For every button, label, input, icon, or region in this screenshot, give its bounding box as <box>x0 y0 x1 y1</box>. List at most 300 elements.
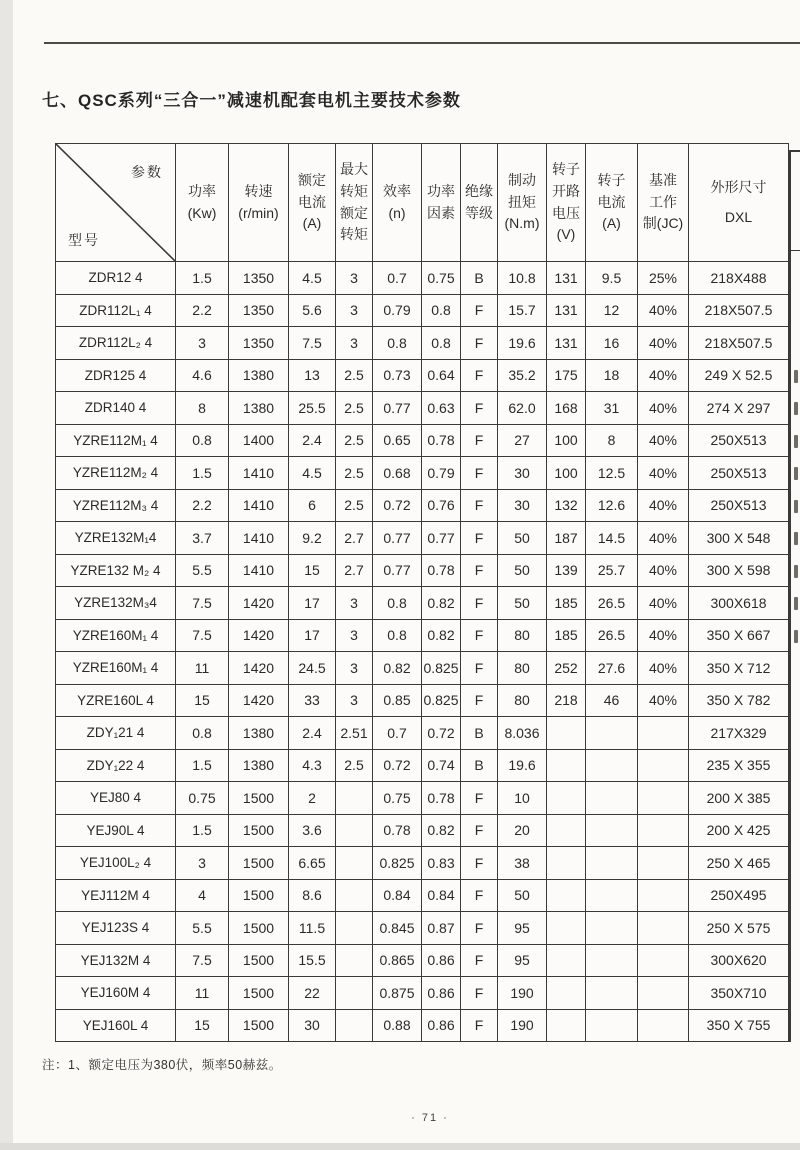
column-header-efficiency: 效率 (n) <box>373 144 422 262</box>
value-cell <box>638 912 689 945</box>
value-cell: 235 X 355 <box>689 749 789 782</box>
value-cell: 4.5 <box>289 457 336 490</box>
value-cell: 2.4 <box>289 717 336 750</box>
value-cell: 300X620 <box>689 944 789 977</box>
value-cell: 0.75 <box>176 782 229 815</box>
value-cell: 0.82 <box>373 652 422 685</box>
parameters-table <box>55 143 789 1042</box>
value-cell <box>586 944 638 977</box>
value-cell: 1420 <box>229 652 289 685</box>
value-cell <box>336 912 373 945</box>
value-cell: 0.76 <box>422 489 461 522</box>
value-cell: 0.68 <box>373 457 422 490</box>
value-cell: 50 <box>498 554 547 587</box>
column-header-rotor-voltage: 转子 开路 电压 (V) <box>547 144 586 262</box>
value-cell <box>586 879 638 912</box>
scan-fragment <box>794 370 798 383</box>
value-cell: 4 <box>176 879 229 912</box>
value-cell: 35.2 <box>498 359 547 392</box>
value-cell: 10.8 <box>498 262 547 295</box>
value-cell <box>547 879 586 912</box>
value-cell: 12 <box>586 294 638 327</box>
value-cell: 12.6 <box>586 489 638 522</box>
value-cell <box>547 847 586 880</box>
value-cell: 1.5 <box>176 457 229 490</box>
value-cell: 0.63 <box>422 392 461 425</box>
value-cell: 1500 <box>229 782 289 815</box>
column-header-power: 功率 (Kw) <box>176 144 229 262</box>
column-header-torque-ratio: 最大 转矩 额定 转矩 <box>336 144 373 262</box>
value-cell: 15 <box>176 1009 229 1042</box>
value-cell: F <box>461 977 498 1010</box>
value-cell: 249 X 52.5 <box>689 359 789 392</box>
value-cell: 218X507.5 <box>689 294 789 327</box>
value-cell: 80 <box>498 684 547 717</box>
value-cell: 30 <box>289 1009 336 1042</box>
adjacent-table-divider <box>789 250 800 251</box>
model-cell: YEJ112M 4 <box>56 879 176 912</box>
value-cell <box>336 944 373 977</box>
value-cell: 1500 <box>229 814 289 847</box>
value-cell: 4.6 <box>176 359 229 392</box>
value-cell: 2.5 <box>336 392 373 425</box>
value-cell <box>638 717 689 750</box>
scan-fragment <box>794 402 798 415</box>
value-cell: 1.5 <box>176 749 229 782</box>
model-cell: YEJ160M 4 <box>56 977 176 1010</box>
value-cell: 2.7 <box>336 554 373 587</box>
value-cell: 0.65 <box>373 424 422 457</box>
value-cell: 1400 <box>229 424 289 457</box>
value-cell: 3 <box>336 262 373 295</box>
value-cell: 0.78 <box>422 554 461 587</box>
value-cell: 0.82 <box>422 814 461 847</box>
value-cell: 2.2 <box>176 489 229 522</box>
value-cell: 2.5 <box>336 749 373 782</box>
value-cell: 25.5 <box>289 392 336 425</box>
value-cell: 1410 <box>229 522 289 555</box>
value-cell: 0.8 <box>176 424 229 457</box>
value-cell: 1.5 <box>176 814 229 847</box>
value-cell <box>547 717 586 750</box>
value-cell: 0.72 <box>373 489 422 522</box>
value-cell: 0.82 <box>422 619 461 652</box>
value-cell: 1500 <box>229 977 289 1010</box>
value-cell: F <box>461 814 498 847</box>
value-cell <box>586 749 638 782</box>
scan-bottom-edge <box>0 1143 800 1150</box>
model-cell: YEJ80 4 <box>56 782 176 815</box>
value-cell: 0.64 <box>422 359 461 392</box>
value-cell: 2.2 <box>176 294 229 327</box>
page-number: · 71 · <box>411 1112 449 1124</box>
value-cell: 7.5 <box>289 327 336 360</box>
table-row <box>56 359 789 392</box>
value-cell: 0.79 <box>422 457 461 490</box>
value-cell: F <box>461 424 498 457</box>
table-row <box>56 294 789 327</box>
value-cell: 1380 <box>229 717 289 750</box>
model-cell: ZDY₁22 4 <box>56 749 176 782</box>
value-cell: 27.6 <box>586 652 638 685</box>
value-cell: 22 <box>289 977 336 1010</box>
value-cell: 46 <box>586 684 638 717</box>
value-cell: 1500 <box>229 847 289 880</box>
value-cell: 17 <box>289 619 336 652</box>
scan-fragment <box>794 630 798 643</box>
table-row <box>56 587 789 620</box>
table-row <box>56 424 789 457</box>
value-cell: 2.51 <box>336 717 373 750</box>
value-cell: 20 <box>498 814 547 847</box>
model-cell: YZRE112M₂ 4 <box>56 457 176 490</box>
scan-fragment <box>794 597 798 610</box>
value-cell <box>638 847 689 880</box>
value-cell: 250 X 465 <box>689 847 789 880</box>
table-body <box>56 262 789 1042</box>
value-cell: 8.036 <box>498 717 547 750</box>
value-cell <box>336 782 373 815</box>
value-cell: 350 X 755 <box>689 1009 789 1042</box>
value-cell <box>638 944 689 977</box>
table-row <box>56 847 789 880</box>
value-cell: 252 <box>547 652 586 685</box>
value-cell: 1380 <box>229 749 289 782</box>
value-cell: F <box>461 522 498 555</box>
value-cell: 131 <box>547 294 586 327</box>
value-cell: 80 <box>498 619 547 652</box>
value-cell: F <box>461 587 498 620</box>
value-cell: F <box>461 489 498 522</box>
table-row <box>56 944 789 977</box>
value-cell: F <box>461 684 498 717</box>
value-cell <box>336 977 373 1010</box>
value-cell <box>336 1009 373 1042</box>
value-cell: 11 <box>176 652 229 685</box>
value-cell: 8.6 <box>289 879 336 912</box>
value-cell: 1420 <box>229 587 289 620</box>
column-header-dimensions: 外形尺寸 DXL <box>689 144 789 262</box>
value-cell: 40% <box>638 619 689 652</box>
value-cell: 3 <box>336 327 373 360</box>
header-row <box>56 144 789 262</box>
corner-label-model: 型号 <box>68 232 100 249</box>
value-cell: F <box>461 359 498 392</box>
value-cell <box>586 717 638 750</box>
value-cell: 30 <box>498 457 547 490</box>
scan-fragment <box>794 565 798 578</box>
model-cell: ZDR112L₂ 4 <box>56 327 176 360</box>
value-cell: 100 <box>547 457 586 490</box>
value-cell: 40% <box>638 684 689 717</box>
value-cell: 1350 <box>229 327 289 360</box>
value-cell: 2.4 <box>289 424 336 457</box>
value-cell: 0.75 <box>373 782 422 815</box>
model-cell: YZRE132M₃4 <box>56 587 176 620</box>
footnote: 注：1、额定电压为380伏，频率50赫兹。 <box>42 1058 282 1072</box>
value-cell: 40% <box>638 424 689 457</box>
value-cell: 100 <box>547 424 586 457</box>
value-cell: 200 X 425 <box>689 814 789 847</box>
value-cell: 1420 <box>229 619 289 652</box>
value-cell: 19.6 <box>498 749 547 782</box>
model-cell: YZRE132 M₂ 4 <box>56 554 176 587</box>
value-cell: 5.5 <box>176 912 229 945</box>
value-cell: 0.8 <box>373 327 422 360</box>
value-cell: 25% <box>638 262 689 295</box>
value-cell: 250X513 <box>689 489 789 522</box>
corner-label-parameter: 参数 <box>131 164 163 180</box>
value-cell <box>336 879 373 912</box>
column-header-rotor-current: 转子 电流 (A) <box>586 144 638 262</box>
value-cell: 11.5 <box>289 912 336 945</box>
table-row <box>56 782 789 815</box>
scan-fragment <box>794 532 798 545</box>
value-cell <box>586 814 638 847</box>
value-cell: 40% <box>638 587 689 620</box>
value-cell: F <box>461 1009 498 1042</box>
value-cell: F <box>461 652 498 685</box>
value-cell: 185 <box>547 587 586 620</box>
value-cell: 218 <box>547 684 586 717</box>
value-cell: 0.86 <box>422 944 461 977</box>
value-cell: 24.5 <box>289 652 336 685</box>
value-cell: 38 <box>498 847 547 880</box>
value-cell: 0.83 <box>422 847 461 880</box>
value-cell <box>586 912 638 945</box>
value-cell: 15 <box>289 554 336 587</box>
value-cell: 0.8 <box>373 587 422 620</box>
value-cell: F <box>461 619 498 652</box>
value-cell: 40% <box>638 489 689 522</box>
value-cell: 30 <box>498 489 547 522</box>
value-cell: 0.82 <box>422 587 461 620</box>
value-cell: F <box>461 327 498 360</box>
value-cell: 15.5 <box>289 944 336 977</box>
value-cell: 300 X 548 <box>689 522 789 555</box>
value-cell: 0.77 <box>373 522 422 555</box>
value-cell <box>547 912 586 945</box>
value-cell: 350 X 712 <box>689 652 789 685</box>
value-cell: 131 <box>547 327 586 360</box>
model-cell: YZRE160L 4 <box>56 684 176 717</box>
value-cell: 0.78 <box>422 782 461 815</box>
value-cell: 350 X 782 <box>689 684 789 717</box>
column-header-duty-cycle: 基准 工作 制(JC) <box>638 144 689 262</box>
value-cell: 33 <box>289 684 336 717</box>
value-cell: 40% <box>638 327 689 360</box>
value-cell <box>638 782 689 815</box>
value-cell <box>638 1009 689 1042</box>
value-cell: F <box>461 879 498 912</box>
value-cell: 15.7 <box>498 294 547 327</box>
value-cell: F <box>461 912 498 945</box>
value-cell: 187 <box>547 522 586 555</box>
table-row <box>56 912 789 945</box>
value-cell: 4.3 <box>289 749 336 782</box>
value-cell: 0.84 <box>422 879 461 912</box>
value-cell <box>638 879 689 912</box>
scan-fragment <box>794 435 798 448</box>
model-cell: YEJ100L₂ 4 <box>56 847 176 880</box>
value-cell: 3 <box>336 684 373 717</box>
value-cell: B <box>461 262 498 295</box>
value-cell: 139 <box>547 554 586 587</box>
value-cell <box>586 977 638 1010</box>
value-cell: 50 <box>498 879 547 912</box>
value-cell <box>336 814 373 847</box>
model-cell: ZDR12 4 <box>56 262 176 295</box>
value-cell: 2.5 <box>336 457 373 490</box>
value-cell: 3 <box>336 652 373 685</box>
value-cell: 175 <box>547 359 586 392</box>
value-cell: 40% <box>638 359 689 392</box>
value-cell: 3 <box>336 294 373 327</box>
column-header-rated-current: 额定 电流 (A) <box>289 144 336 262</box>
value-cell: 0.7 <box>373 717 422 750</box>
value-cell <box>547 944 586 977</box>
model-cell: YEJ132M 4 <box>56 944 176 977</box>
value-cell: 2.5 <box>336 424 373 457</box>
value-cell: 19.6 <box>498 327 547 360</box>
value-cell: 0.86 <box>422 1009 461 1042</box>
value-cell: 2.7 <box>336 522 373 555</box>
value-cell: 40% <box>638 294 689 327</box>
value-cell: 300X618 <box>689 587 789 620</box>
value-cell: 25.7 <box>586 554 638 587</box>
value-cell: 50 <box>498 587 547 620</box>
value-cell: 8 <box>586 424 638 457</box>
value-cell: F <box>461 392 498 425</box>
value-cell: F <box>461 944 498 977</box>
value-cell: 18 <box>586 359 638 392</box>
value-cell: 190 <box>498 977 547 1010</box>
value-cell <box>586 1009 638 1042</box>
value-cell: 40% <box>638 392 689 425</box>
value-cell: 1380 <box>229 392 289 425</box>
table-row <box>56 392 789 425</box>
value-cell: 0.72 <box>373 749 422 782</box>
value-cell: 16 <box>586 327 638 360</box>
value-cell: 1.5 <box>176 262 229 295</box>
table-row <box>56 684 789 717</box>
value-cell: 1350 <box>229 262 289 295</box>
column-header-power-factor: 功率 因素 <box>422 144 461 262</box>
value-cell: 4.5 <box>289 262 336 295</box>
value-cell: 7.5 <box>176 619 229 652</box>
value-cell: 0.75 <box>422 262 461 295</box>
value-cell: 13 <box>289 359 336 392</box>
value-cell: 3.6 <box>289 814 336 847</box>
value-cell: 3 <box>176 327 229 360</box>
value-cell: 1410 <box>229 457 289 490</box>
value-cell <box>547 782 586 815</box>
value-cell: 9.5 <box>586 262 638 295</box>
column-header-insulation: 绝缘 等级 <box>461 144 498 262</box>
model-cell: YZRE112M₃ 4 <box>56 489 176 522</box>
value-cell: 11 <box>176 977 229 1010</box>
value-cell: 5.5 <box>176 554 229 587</box>
model-cell: YZRE132M₁4 <box>56 522 176 555</box>
value-cell <box>586 847 638 880</box>
value-cell: 0.7 <box>373 262 422 295</box>
scan-fragment <box>794 500 798 513</box>
value-cell: 2 <box>289 782 336 815</box>
value-cell: 40% <box>638 554 689 587</box>
model-cell: ZDR125 4 <box>56 359 176 392</box>
table-row <box>56 1009 789 1042</box>
value-cell <box>586 782 638 815</box>
value-cell: F <box>461 782 498 815</box>
table-row <box>56 262 789 295</box>
value-cell: 0.8 <box>373 619 422 652</box>
value-cell: 0.86 <box>422 977 461 1010</box>
value-cell: 3 <box>336 587 373 620</box>
value-cell: 6 <box>289 489 336 522</box>
value-cell <box>638 814 689 847</box>
table-row <box>56 457 789 490</box>
value-cell: 0.79 <box>373 294 422 327</box>
value-cell: 250X495 <box>689 879 789 912</box>
adjacent-table-edge <box>789 150 791 1042</box>
value-cell: 3 <box>336 619 373 652</box>
model-cell: ZDR140 4 <box>56 392 176 425</box>
value-cell: 5.6 <box>289 294 336 327</box>
value-cell: 40% <box>638 457 689 490</box>
model-cell: YEJ123S 4 <box>56 912 176 945</box>
model-cell: ZDR112L₁ 4 <box>56 294 176 327</box>
value-cell: 0.875 <box>373 977 422 1010</box>
value-cell: 62.0 <box>498 392 547 425</box>
value-cell: 0.87 <box>422 912 461 945</box>
value-cell <box>547 1009 586 1042</box>
adjacent-table-top-border <box>789 150 800 152</box>
table-row <box>56 489 789 522</box>
value-cell: 0.74 <box>422 749 461 782</box>
value-cell: 0.88 <box>373 1009 422 1042</box>
value-cell: 0.72 <box>422 717 461 750</box>
scan-fragment <box>794 467 798 480</box>
value-cell: 185 <box>547 619 586 652</box>
model-cell: ZDY₁21 4 <box>56 717 176 750</box>
value-cell <box>336 847 373 880</box>
value-cell: 80 <box>498 652 547 685</box>
value-cell: 0.845 <box>373 912 422 945</box>
value-cell: 0.77 <box>422 522 461 555</box>
value-cell: 31 <box>586 392 638 425</box>
value-cell: 0.825 <box>422 684 461 717</box>
value-cell: 218X488 <box>689 262 789 295</box>
value-cell: 0.77 <box>373 392 422 425</box>
value-cell: F <box>461 847 498 880</box>
value-cell: 26.5 <box>586 619 638 652</box>
value-cell: B <box>461 749 498 782</box>
value-cell: 0.8 <box>176 717 229 750</box>
value-cell: 27 <box>498 424 547 457</box>
value-cell: 0.73 <box>373 359 422 392</box>
value-cell <box>547 977 586 1010</box>
model-cell: YZRE160M₁ 4 <box>56 652 176 685</box>
value-cell: 15 <box>176 684 229 717</box>
value-cell: 9.2 <box>289 522 336 555</box>
value-cell <box>547 814 586 847</box>
value-cell: 0.825 <box>373 847 422 880</box>
value-cell: 12.5 <box>586 457 638 490</box>
value-cell: 2.5 <box>336 359 373 392</box>
model-cell: YZRE112M₁ 4 <box>56 424 176 457</box>
table-row <box>56 977 789 1010</box>
value-cell: 7.5 <box>176 944 229 977</box>
